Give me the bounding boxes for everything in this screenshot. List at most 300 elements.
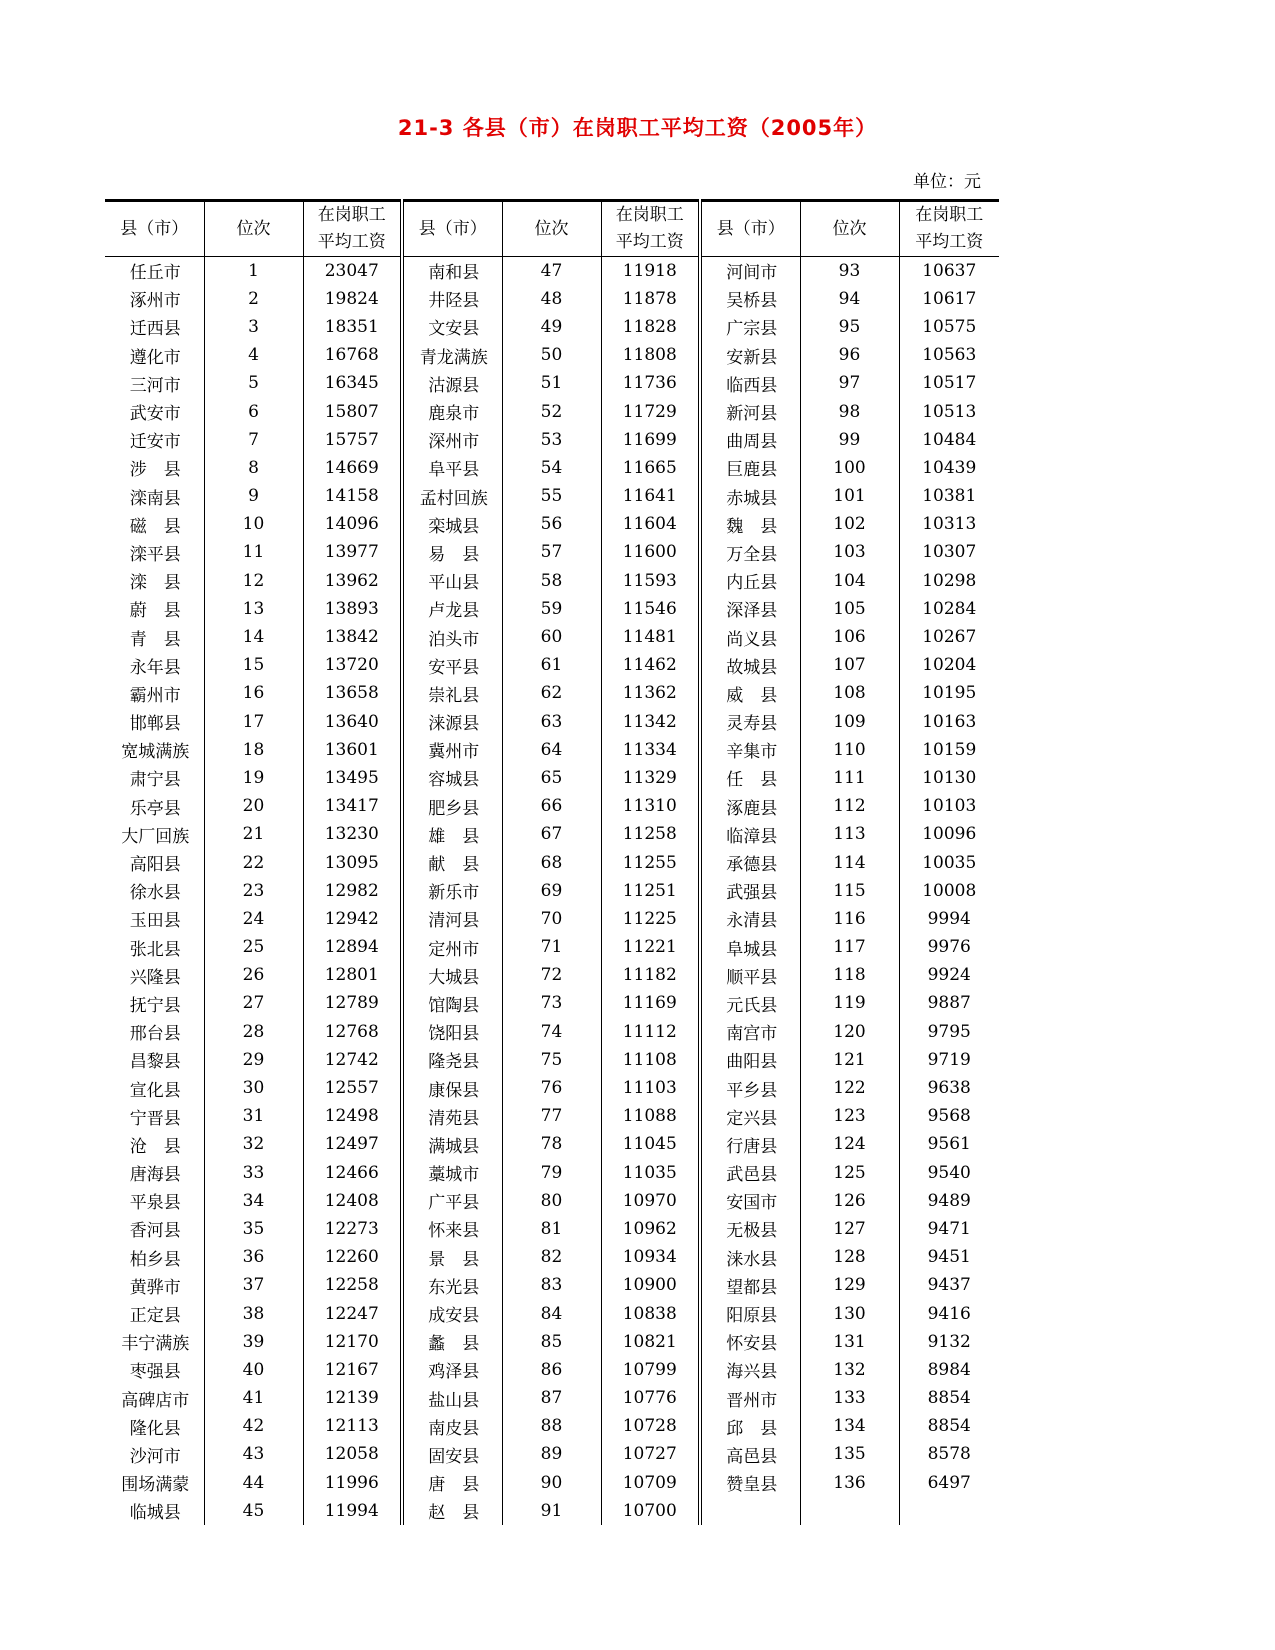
rank-cell-3: 136 [800, 1469, 899, 1497]
rank-cell-2: 49 [502, 313, 601, 341]
county-cell-1: 柏乡县 [105, 1243, 204, 1271]
county-cell-3: 武强县 [700, 877, 800, 905]
rank-cell-1: 9 [204, 482, 303, 510]
rank-cell-2: 68 [502, 848, 601, 876]
rank-cell-3: 101 [800, 482, 899, 510]
wage-cell-3: 10035 [922, 852, 977, 873]
rank-cell-2: 83 [502, 1271, 601, 1299]
rank-cell-3: 103 [800, 538, 899, 566]
wage-table [105, 199, 999, 1525]
county-cell-1: 宣化县 [105, 1074, 204, 1102]
county-cell-2: 康保县 [402, 1074, 502, 1102]
county-cell-1: 邯郸县 [105, 708, 204, 736]
rank-cell-1: 10 [204, 510, 303, 538]
county-cell-2: 平山县 [402, 567, 502, 595]
wage-cell-3: 10204 [922, 655, 977, 676]
wage-cell-2: 11481 [601, 623, 700, 651]
wage-cell-2: 10776 [601, 1384, 700, 1412]
wage-cell-2: 10709 [601, 1469, 700, 1497]
wage-cell-1: 12498 [303, 1102, 402, 1130]
county-cell-3: 万全县 [700, 538, 800, 566]
county-cell-3: 武邑县 [700, 1159, 800, 1187]
rank-cell-1: 11 [204, 538, 303, 566]
rank-cell-1: 16 [204, 679, 303, 707]
county-cell-2: 东光县 [402, 1271, 502, 1299]
table-row [105, 961, 999, 989]
wage-cell-3: 9568 [927, 1106, 971, 1127]
rank-cell-3: 96 [800, 341, 899, 369]
table-row [105, 1074, 999, 1102]
wage-cell-1: 13495 [303, 764, 402, 792]
county-cell-2: 固安县 [402, 1440, 502, 1468]
rank-cell-2: 73 [502, 989, 601, 1017]
rank-cell-2: 87 [502, 1384, 601, 1412]
rank-cell-1: 38 [204, 1299, 303, 1327]
rank-cell-1: 43 [204, 1440, 303, 1468]
wage-cell-3: 9719 [927, 1049, 971, 1070]
rank-cell-2: 62 [502, 679, 601, 707]
rank-cell-3: 130 [800, 1299, 899, 1327]
county-cell-1: 丰宁满族 [105, 1328, 204, 1356]
wage-cell-2: 11112 [601, 1018, 700, 1046]
table-row [105, 933, 999, 961]
wage-cell-2: 11604 [601, 510, 700, 538]
wage-cell-3: 10096 [922, 824, 977, 845]
table-row [105, 257, 999, 285]
county-cell-2: 鹿泉市 [402, 397, 502, 425]
wage-cell-1: 12557 [303, 1074, 402, 1102]
county-cell-1: 迁西县 [105, 313, 204, 341]
county-cell-3: 临漳县 [700, 820, 800, 848]
county-cell-2: 深州市 [402, 426, 502, 454]
wage-cell-1: 13658 [303, 679, 402, 707]
wage-cell-3: 10103 [922, 796, 977, 817]
rank-cell-2: 88 [502, 1412, 601, 1440]
rank-cell-1: 28 [204, 1018, 303, 1046]
rank-cell-2: 51 [502, 369, 601, 397]
county-cell-2: 易 县 [402, 538, 502, 566]
wage-cell-1: 12801 [303, 961, 402, 989]
rank-cell-1: 22 [204, 848, 303, 876]
table-row [105, 989, 999, 1017]
wage-cell-3: 9437 [927, 1275, 971, 1296]
rank-cell-1: 26 [204, 961, 303, 989]
wage-cell-2: 10727 [601, 1440, 700, 1468]
wage-cell-2: 11462 [601, 651, 700, 679]
header-wage-3 [899, 201, 999, 257]
county-cell-3: 尚义县 [700, 623, 800, 651]
wage-cell-3: 10637 [922, 260, 977, 281]
county-cell-3: 河间市 [700, 257, 800, 285]
header-wage-line2: 平均工资 [915, 232, 984, 252]
table-row [105, 454, 999, 482]
rank-cell-3: 115 [800, 877, 899, 905]
wage-cell-2: 11225 [601, 905, 700, 933]
wage-cell-1: 13720 [303, 651, 402, 679]
wage-cell-1: 12258 [303, 1271, 402, 1299]
header-rank-3: 位次 [800, 201, 899, 257]
wage-cell-2: 10970 [601, 1187, 700, 1215]
rank-cell-3: 126 [800, 1187, 899, 1215]
rank-cell-1: 12 [204, 567, 303, 595]
wage-cell-3: 10008 [922, 880, 977, 901]
county-cell-2: 广平县 [402, 1187, 502, 1215]
county-cell-1: 沧 县 [105, 1130, 204, 1158]
county-cell-2: 卢龙县 [402, 595, 502, 623]
table-row [105, 1102, 999, 1130]
rank-cell-1: 19 [204, 764, 303, 792]
rank-cell-1: 39 [204, 1328, 303, 1356]
rank-cell-1: 8 [204, 454, 303, 482]
wage-cell-3: 9976 [927, 937, 971, 958]
rank-cell-2: 82 [502, 1243, 601, 1271]
rank-cell-3: 113 [800, 820, 899, 848]
wage-cell-3: 10517 [922, 373, 977, 394]
county-cell-3: 临西县 [700, 369, 800, 397]
wage-cell-1: 12058 [303, 1440, 402, 1468]
table-row [105, 426, 999, 454]
wage-cell-2: 11729 [601, 397, 700, 425]
wage-cell-3: 9471 [927, 1218, 971, 1239]
county-cell-3: 南宫市 [700, 1018, 800, 1046]
rank-cell-2: 65 [502, 764, 601, 792]
wage-cell-2: 11035 [601, 1159, 700, 1187]
table-row [105, 820, 999, 848]
wage-cell-1: 11996 [303, 1469, 402, 1497]
wage-cell-3: 6497 [927, 1472, 971, 1493]
wage-cell-1: 12466 [303, 1159, 402, 1187]
wage-cell-3: 10284 [922, 598, 977, 619]
county-cell-3: 元氏县 [700, 989, 800, 1017]
rank-cell-2: 74 [502, 1018, 601, 1046]
wage-cell-1: 13977 [303, 538, 402, 566]
wage-cell-3: 10307 [922, 542, 977, 563]
header-wage-line1: 在岗职工 [615, 205, 684, 225]
wage-cell-2: 11169 [601, 989, 700, 1017]
rank-cell-2: 54 [502, 454, 601, 482]
wage-cell-3: 9451 [927, 1247, 971, 1268]
rank-cell-1: 24 [204, 905, 303, 933]
wage-cell-2: 10900 [601, 1271, 700, 1299]
county-cell-3: 魏 县 [700, 510, 800, 538]
header-wage-2 [601, 201, 700, 257]
county-cell-2: 阜平县 [402, 454, 502, 482]
wage-cell-1: 16768 [303, 341, 402, 369]
rank-cell-3: 107 [800, 651, 899, 679]
rank-cell-1: 33 [204, 1159, 303, 1187]
wage-cell-1: 12982 [303, 877, 402, 905]
wage-cell-1: 14096 [303, 510, 402, 538]
rank-cell-2: 72 [502, 961, 601, 989]
table-row [105, 1384, 999, 1412]
county-cell-2: 栾城县 [402, 510, 502, 538]
rank-cell-3: 94 [800, 285, 899, 313]
table-row [105, 313, 999, 341]
county-cell-2: 饶阳县 [402, 1018, 502, 1046]
rank-cell-1: 32 [204, 1130, 303, 1158]
county-cell-3: 阜城县 [700, 933, 800, 961]
county-cell-2: 藁城市 [402, 1159, 502, 1187]
page-title: 21-3 各县（市）在岗职工平均工资（2005年） [397, 116, 878, 140]
wage-cell-1: 12942 [303, 905, 402, 933]
header-county-1: 县（市） [105, 201, 204, 257]
county-cell-2: 怀来县 [402, 1215, 502, 1243]
wage-cell-1: 18351 [303, 313, 402, 341]
rank-cell-2: 79 [502, 1159, 601, 1187]
rank-cell-2: 85 [502, 1328, 601, 1356]
rank-cell-3: 117 [800, 933, 899, 961]
county-cell-1: 宁晋县 [105, 1102, 204, 1130]
table-row [105, 792, 999, 820]
rank-cell-2: 90 [502, 1469, 601, 1497]
rank-cell-2: 91 [502, 1497, 601, 1525]
wage-cell-1: 12170 [303, 1328, 402, 1356]
county-cell-3: 内丘县 [700, 567, 800, 595]
county-cell-1: 兴隆县 [105, 961, 204, 989]
rank-cell-3: 121 [800, 1046, 899, 1074]
county-cell-1: 高阳县 [105, 848, 204, 876]
county-cell-2: 泊头市 [402, 623, 502, 651]
rank-cell-1: 31 [204, 1102, 303, 1130]
table-row [105, 538, 999, 566]
rank-cell-2: 60 [502, 623, 601, 651]
wage-cell-1: 12742 [303, 1046, 402, 1074]
rank-cell-1: 29 [204, 1046, 303, 1074]
county-cell-3: 广宗县 [700, 313, 800, 341]
wage-cell-2: 11878 [601, 285, 700, 313]
wage-cell-1: 15757 [303, 426, 402, 454]
rank-cell-3: 104 [800, 567, 899, 595]
table-row [105, 1159, 999, 1187]
wage-cell-1: 13095 [303, 848, 402, 876]
wage-cell-3: 10381 [922, 486, 977, 507]
wage-cell-3: 9795 [927, 1021, 971, 1042]
wage-cell-2: 10962 [601, 1215, 700, 1243]
county-cell-1: 徐水县 [105, 877, 204, 905]
county-cell-1: 滦平县 [105, 538, 204, 566]
county-cell-3: 辛集市 [700, 736, 800, 764]
table-row [105, 341, 999, 369]
wage-cell-1: 12139 [303, 1384, 402, 1412]
rank-cell-1: 27 [204, 989, 303, 1017]
county-cell-1: 遵化市 [105, 341, 204, 369]
rank-cell-1: 42 [204, 1412, 303, 1440]
rank-cell-1: 36 [204, 1243, 303, 1271]
wage-cell-2: 11334 [601, 736, 700, 764]
header-wage-1 [303, 201, 402, 257]
county-cell-1: 涿州市 [105, 285, 204, 313]
wage-cell-2: 11310 [601, 792, 700, 820]
county-cell-1: 大厂回族 [105, 820, 204, 848]
rank-cell-3: 128 [800, 1243, 899, 1271]
rank-cell-3: 99 [800, 426, 899, 454]
rank-cell-1: 15 [204, 651, 303, 679]
wage-cell-3: 10484 [922, 429, 977, 450]
county-cell-2: 新乐市 [402, 877, 502, 905]
table-row [105, 764, 999, 792]
wage-cell-2: 11103 [601, 1074, 700, 1102]
wage-cell-2: 11699 [601, 426, 700, 454]
county-cell-2: 成安县 [402, 1299, 502, 1327]
wage-cell-2: 11088 [601, 1102, 700, 1130]
rank-cell-1: 35 [204, 1215, 303, 1243]
wage-cell-2: 11182 [601, 961, 700, 989]
wage-cell-1: 13601 [303, 736, 402, 764]
table-row [105, 1412, 999, 1440]
county-cell-1: 任丘市 [105, 257, 204, 285]
county-cell-3: 吴桥县 [700, 285, 800, 313]
wage-cell-3: 10313 [922, 514, 977, 535]
county-cell-2: 馆陶县 [402, 989, 502, 1017]
county-cell-2: 唐 县 [402, 1469, 502, 1497]
wage-cell-2: 11665 [601, 454, 700, 482]
county-cell-2: 赵 县 [402, 1497, 502, 1525]
rank-cell-3: 118 [800, 961, 899, 989]
wage-cell-2: 11736 [601, 369, 700, 397]
county-cell-2: 盐山县 [402, 1384, 502, 1412]
county-cell-2: 安平县 [402, 651, 502, 679]
county-cell-1: 滦 县 [105, 567, 204, 595]
header-county-3: 县（市） [700, 201, 800, 257]
table-row [105, 1271, 999, 1299]
rank-cell-1: 7 [204, 426, 303, 454]
rank-cell-3: 95 [800, 313, 899, 341]
rank-cell-3: 129 [800, 1271, 899, 1299]
county-cell-3: 海兴县 [700, 1356, 800, 1384]
county-cell-3: 曲阳县 [700, 1046, 800, 1074]
wage-cell-3: 9924 [927, 965, 971, 986]
wage-cell-1: 12247 [303, 1299, 402, 1327]
wage-cell-2: 11593 [601, 567, 700, 595]
rank-cell-1: 5 [204, 369, 303, 397]
wage-cell-3: 9994 [927, 908, 971, 929]
wage-cell-1: 14158 [303, 482, 402, 510]
county-cell-2: 景 县 [402, 1243, 502, 1271]
header-rank-2: 位次 [502, 201, 601, 257]
rank-cell-1: 3 [204, 313, 303, 341]
rank-cell-2: 47 [502, 257, 601, 285]
wage-cell-2: 11108 [601, 1046, 700, 1074]
rank-cell-3: 102 [800, 510, 899, 538]
header-wage-line2: 平均工资 [615, 232, 684, 252]
county-cell-3 [700, 1497, 800, 1525]
rank-cell-1: 21 [204, 820, 303, 848]
wage-cell-1: 12497 [303, 1130, 402, 1158]
wage-cell-3: 10575 [922, 316, 977, 337]
county-cell-1: 正定县 [105, 1299, 204, 1327]
table-row [105, 285, 999, 313]
rank-cell-2: 61 [502, 651, 601, 679]
rank-cell-3: 119 [800, 989, 899, 1017]
county-cell-3: 涿鹿县 [700, 792, 800, 820]
wage-cell-1: 16345 [303, 369, 402, 397]
wage-cell-2: 11641 [601, 482, 700, 510]
rank-cell-3: 109 [800, 708, 899, 736]
wage-cell-3: 8984 [927, 1359, 971, 1380]
wage-cell-1: 15807 [303, 397, 402, 425]
rank-cell-1: 34 [204, 1187, 303, 1215]
county-cell-3: 望都县 [700, 1271, 800, 1299]
header-wage-line2: 平均工资 [317, 232, 386, 252]
county-cell-2: 献 县 [402, 848, 502, 876]
rank-cell-1: 14 [204, 623, 303, 651]
wage-cell-2: 11329 [601, 764, 700, 792]
county-cell-2: 隆尧县 [402, 1046, 502, 1074]
rank-cell-3: 135 [800, 1440, 899, 1468]
rank-cell-2: 48 [502, 285, 601, 313]
rank-cell-2: 56 [502, 510, 601, 538]
county-cell-3: 深泽县 [700, 595, 800, 623]
wage-cell-2: 11362 [601, 679, 700, 707]
wage-cell-2: 11600 [601, 538, 700, 566]
rank-cell-3: 122 [800, 1074, 899, 1102]
county-cell-2: 南和县 [402, 257, 502, 285]
wage-cell-1: 23047 [303, 257, 402, 285]
county-cell-2: 沽源县 [402, 369, 502, 397]
county-cell-1: 磁 县 [105, 510, 204, 538]
rank-cell-3: 108 [800, 679, 899, 707]
county-cell-3: 安新县 [700, 341, 800, 369]
county-cell-3: 行唐县 [700, 1130, 800, 1158]
rank-cell-2: 80 [502, 1187, 601, 1215]
wage-cell-3: 9416 [927, 1303, 971, 1324]
county-cell-1: 隆化县 [105, 1412, 204, 1440]
county-cell-2: 定州市 [402, 933, 502, 961]
rank-cell-1: 4 [204, 341, 303, 369]
wage-cell-3 [899, 1497, 999, 1525]
wage-cell-3: 9132 [927, 1331, 971, 1352]
county-cell-2: 雄 县 [402, 820, 502, 848]
wage-cell-3: 10159 [922, 739, 977, 760]
county-cell-1: 黄骅市 [105, 1271, 204, 1299]
rank-cell-2: 57 [502, 538, 601, 566]
county-cell-1: 平泉县 [105, 1187, 204, 1215]
county-cell-1: 武安市 [105, 397, 204, 425]
wage-cell-1: 12273 [303, 1215, 402, 1243]
wage-cell-3: 9638 [927, 1078, 971, 1099]
county-cell-1: 抚宁县 [105, 989, 204, 1017]
wage-cell-2: 11045 [601, 1130, 700, 1158]
table-row [105, 1469, 999, 1497]
rank-cell-2: 52 [502, 397, 601, 425]
wage-cell-1: 13230 [303, 820, 402, 848]
rank-cell-3: 125 [800, 1159, 899, 1187]
table-row [105, 708, 999, 736]
county-cell-3: 赤城县 [700, 482, 800, 510]
county-cell-1: 香河县 [105, 1215, 204, 1243]
rank-cell-3: 120 [800, 1018, 899, 1046]
county-cell-1: 霸州市 [105, 679, 204, 707]
wage-cell-3: 9887 [927, 993, 971, 1014]
wage-cell-2: 11918 [601, 257, 700, 285]
rank-cell-2: 63 [502, 708, 601, 736]
wage-cell-2: 11808 [601, 341, 700, 369]
rank-cell-3: 132 [800, 1356, 899, 1384]
table-row [105, 651, 999, 679]
rank-cell-1: 37 [204, 1271, 303, 1299]
rank-cell-2: 81 [502, 1215, 601, 1243]
rank-cell-1: 23 [204, 877, 303, 905]
county-cell-1: 枣强县 [105, 1356, 204, 1384]
wage-cell-1: 13962 [303, 567, 402, 595]
wage-cell-3: 10563 [922, 345, 977, 366]
rank-cell-2: 75 [502, 1046, 601, 1074]
table-row [105, 1299, 999, 1327]
county-cell-2: 满城县 [402, 1130, 502, 1158]
rank-cell-1: 41 [204, 1384, 303, 1412]
county-cell-1: 乐亭县 [105, 792, 204, 820]
county-cell-2: 清河县 [402, 905, 502, 933]
